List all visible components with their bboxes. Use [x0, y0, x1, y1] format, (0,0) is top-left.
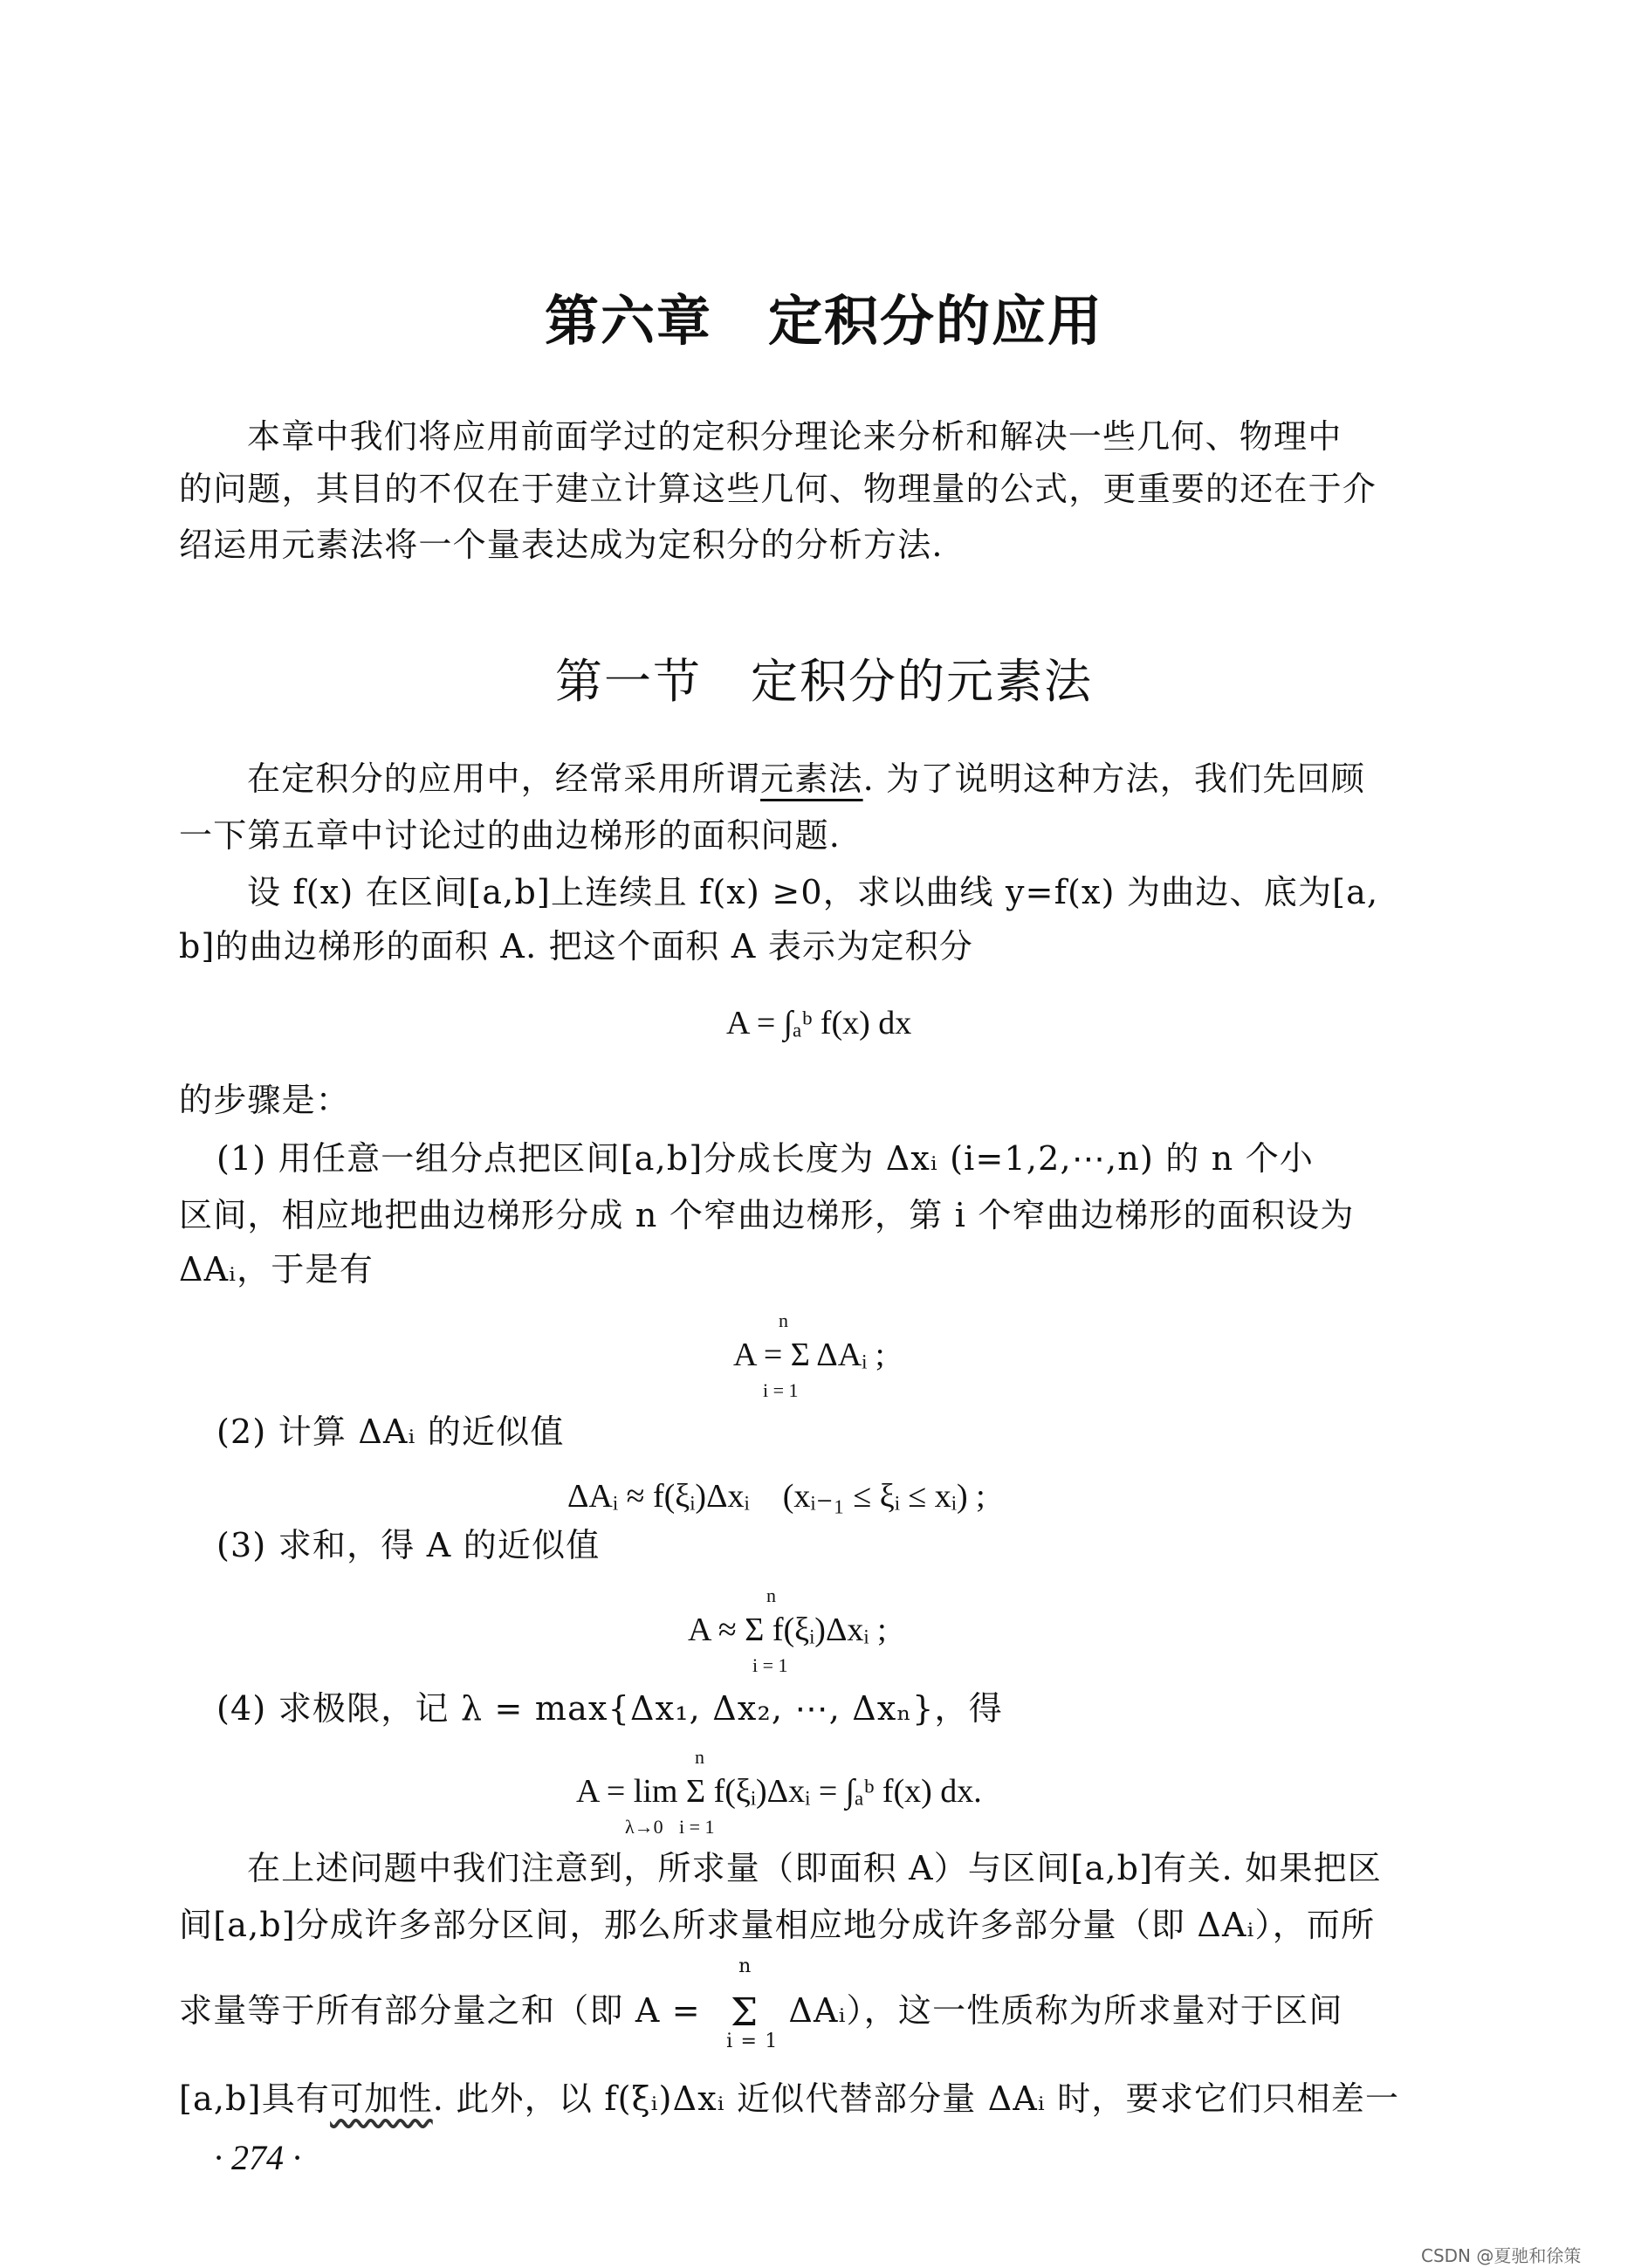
- equation-sum-area: A = Σ ΔAᵢ ;: [733, 1337, 885, 1373]
- eq2-sum-lower: i = 1: [763, 1379, 799, 1401]
- term-additivity: 可加性: [330, 2079, 433, 2118]
- inline-sum-lower: i = 1: [726, 2031, 779, 2052]
- equation-riemann-sum: A ≈ Σ f(ξᵢ)Δxᵢ ;: [688, 1612, 887, 1648]
- para3-line-2: 间[a,b]分成许多部分区间，那么所求量相应地分成许多部分量（即 ΔAᵢ），而所: [179, 1906, 1376, 1944]
- para3-line-4: [179, 2079, 1488, 2120]
- step3: (3) 求和，得 A 的近似值: [216, 1526, 601, 1564]
- term-element-method: 元素法: [760, 759, 863, 798]
- watermark: CSDN @夏驰和徐策: [1421, 2245, 1582, 2266]
- section-title: 第一节 定积分的元素法: [555, 654, 1093, 709]
- intro-line-3: 绍运用元素法将一个量表达成为定积分的分析方法.: [179, 526, 944, 564]
- step1-line-1: (1) 用任意一组分点把区间[a,b]分成长度为 Δxᵢ (i=1,2,⋯,n) 的 n 个小: [216, 1139, 1315, 1178]
- step4: (4) 求极限，记 λ = max{Δx₁, Δx₂, ⋯, Δxₙ}，得: [216, 1689, 1003, 1728]
- page-number: · 274 ·: [214, 2138, 301, 2177]
- step1-line-3: ΔAᵢ，于是有: [179, 1250, 374, 1289]
- eq4-sum-lower: i = 1: [752, 1654, 788, 1676]
- para3-line-3-pre: 求量等于所有部分量之和（即 A =: [179, 1990, 701, 2030]
- para3-line-4-pre: [a,b]具有: [179, 2079, 331, 2118]
- eq2-sum-upper: n: [779, 1309, 788, 1331]
- intro-line-1: 本章中我们将应用前面学过的定积分理论来分析和解决一些几何、物理中: [247, 417, 1342, 456]
- step2: (2) 计算 ΔAᵢ 的近似值: [216, 1412, 565, 1451]
- eq5-sum-lower: i = 1: [679, 1816, 715, 1838]
- inline-sum-sign: Σ: [730, 1990, 759, 2035]
- para2-line-1: 设 f(x) 在区间[a,b]上连续且 f(x) ≥0，求以曲线 y=f(x) 为曲边、底为[a,: [247, 873, 1379, 911]
- eq5-lim-sub: λ→0: [625, 1816, 663, 1838]
- eq5-sum-upper: n: [695, 1746, 704, 1768]
- intro-line-2: 的问题，其目的不仅在于建立计算这些几何、物理量的公式，更重要的还在于介: [179, 470, 1377, 508]
- para3-line-3-post: ΔAᵢ），这一性质称为所求量对于区间: [788, 1990, 1343, 2030]
- para3-line-1: 在上述问题中我们注意到，所求量（即面积 A）与区间[a,b]有关. 如果把区: [247, 1849, 1382, 1887]
- chapter-title: 第六章 定积分的应用: [544, 289, 1103, 353]
- equation-area-integral: A = ∫ₐᵇ f(x) dx: [726, 1005, 912, 1041]
- inline-sum: [724, 1955, 779, 2052]
- para2-line-2: b]的曲边梯形的面积 A. 把这个面积 A 表示为定积分: [179, 927, 974, 966]
- eq4-sum-upper: n: [766, 1584, 776, 1606]
- equation-approx: ΔAᵢ ≈ f(ξᵢ)Δxᵢ (xᵢ₋₁ ≤ ξᵢ ≤ xᵢ) ;: [567, 1478, 985, 1515]
- para1-line-1-pre: 在定积分的应用中，经常采用所谓: [247, 759, 761, 798]
- para3-line-3: [179, 1955, 1488, 2052]
- para1-line-2: 一下第五章中讨论过的曲边梯形的面积问题.: [179, 816, 841, 855]
- equation-limit: A = lim Σ f(ξᵢ)Δxᵢ = ∫ₐᵇ f(x) dx.: [576, 1773, 982, 1810]
- para1-line-1: [247, 759, 1556, 800]
- para1-line-1-post: . 为了说明这种方法，我们先回顾: [862, 759, 1365, 798]
- inline-sum-upper: n: [738, 1955, 752, 1977]
- para3-line-4-post: . 此外，以 f(ξᵢ)Δxᵢ 近似代替部分量 ΔAᵢ 时，要求它们只相差一: [432, 2079, 1400, 2118]
- step1-line-2: 区间，相应地把曲边梯形分成 n 个窄曲边梯形，第 i 个窄曲边梯形的面积设为: [179, 1196, 1355, 1234]
- steps-intro: 的步骤是：: [179, 1081, 351, 1119]
